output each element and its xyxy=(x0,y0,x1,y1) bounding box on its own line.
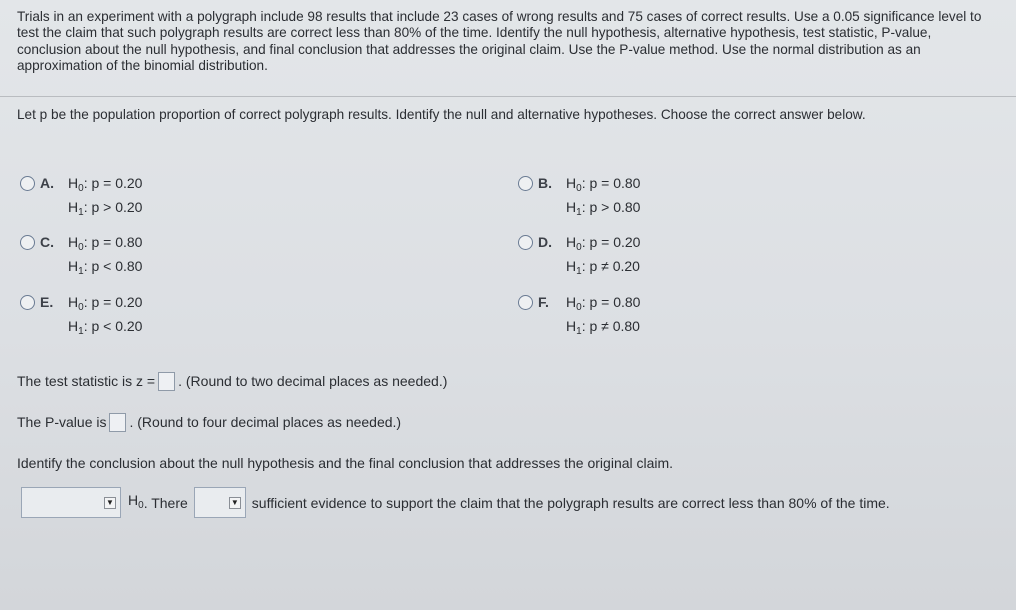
radio-button[interactable] xyxy=(20,235,35,250)
radio-button[interactable] xyxy=(20,295,35,310)
final-conclusion-text: sufficient evidence to support the claim that the polygraph results are correct less than 80% of the time. xyxy=(251,494,890,511)
chevron-down-icon: ▼ xyxy=(229,497,241,509)
option-letter: B. xyxy=(538,175,552,191)
problem-statement: Trials in an experiment with a polygraph include 98 results that include 23 cases of wrong results and 75 cases of correct results. Use a 0.05 significance level to test the claim that such polygraph results are correct less than 80% of the time. Identify the null hypothesis, alternative hypothesis, test statistic, P-value, conclusion about the null hypothesis, and final conclusion that addresses the original claim. Use the P-value method. Use the normal distribution as an approximation of the binomial distribution. xyxy=(17,9,982,74)
alternative-hypothesis: $H_1$: p < 0.20 xyxy=(68,318,143,337)
option-letter: F. xyxy=(538,294,549,310)
alternative-hypothesis: $H_1$: p < 0.80 xyxy=(68,258,143,277)
test-statistic-input[interactable] xyxy=(158,372,175,391)
null-hypothesis: $H_0$: p = 0.80 xyxy=(566,294,641,313)
alternative-hypothesis: $H_1$: p > 0.80 xyxy=(566,199,641,218)
conclusion-row xyxy=(21,487,890,518)
radio-button[interactable] xyxy=(518,295,533,310)
p-value-label: The P-value is xyxy=(17,414,107,430)
null-hypothesis: $H_0$: p = 0.20 xyxy=(68,175,143,194)
null-hypothesis: $H_0$: p = 0.20 xyxy=(566,234,641,253)
option-letter: C. xyxy=(40,234,54,250)
option-e[interactable] xyxy=(20,290,142,338)
p-value-input[interactable] xyxy=(109,413,126,432)
option-f[interactable] xyxy=(518,290,640,338)
test-statistic-label: The test statistic is z = xyxy=(17,373,156,389)
divider xyxy=(0,96,1016,97)
null-hypothesis: $H_0$: p = 0.80 xyxy=(68,234,143,253)
radio-button[interactable] xyxy=(20,176,35,191)
option-letter: E. xyxy=(40,294,54,310)
alternative-hypothesis: $H_1$: p ≠ 0.20 xyxy=(566,258,640,277)
option-a[interactable] xyxy=(20,171,142,219)
null-hypothesis: $H_0$: p = 0.20 xyxy=(68,294,143,313)
conclusion-prompt: Identify the conclusion about the null hypothesis and the final conclusion that addresses the original claim. xyxy=(17,455,674,471)
evidence-dropdown[interactable] xyxy=(194,487,246,518)
h0-label: $H_0$ xyxy=(128,491,144,511)
there-text: . There xyxy=(143,494,188,511)
option-b[interactable] xyxy=(518,171,640,219)
hypothesis-instruction: Let p be the population proportion of correct polygraph results. Identify the null and alternative hypotheses. Choose the correct answer below. xyxy=(17,107,866,122)
radio-button[interactable] xyxy=(518,176,533,191)
p-value-hint: . (Round to four decimal places as needed.) xyxy=(129,414,402,430)
option-letter: D. xyxy=(538,234,552,250)
null-decision-dropdown[interactable] xyxy=(21,487,121,518)
option-c[interactable] xyxy=(20,230,142,278)
test-statistic-row xyxy=(17,370,447,392)
chevron-down-icon: ▼ xyxy=(104,497,116,509)
null-hypothesis: $H_0$: p = 0.80 xyxy=(566,175,641,194)
option-d[interactable] xyxy=(518,230,640,278)
option-letter: A. xyxy=(40,175,54,191)
radio-button[interactable] xyxy=(518,235,533,250)
test-statistic-hint: . (Round to two decimal places as needed.) xyxy=(178,373,448,389)
alternative-hypothesis: $H_1$: p ≠ 0.80 xyxy=(566,318,640,337)
alternative-hypothesis: $H_1$: p > 0.20 xyxy=(68,199,143,218)
p-value-row xyxy=(17,411,401,433)
